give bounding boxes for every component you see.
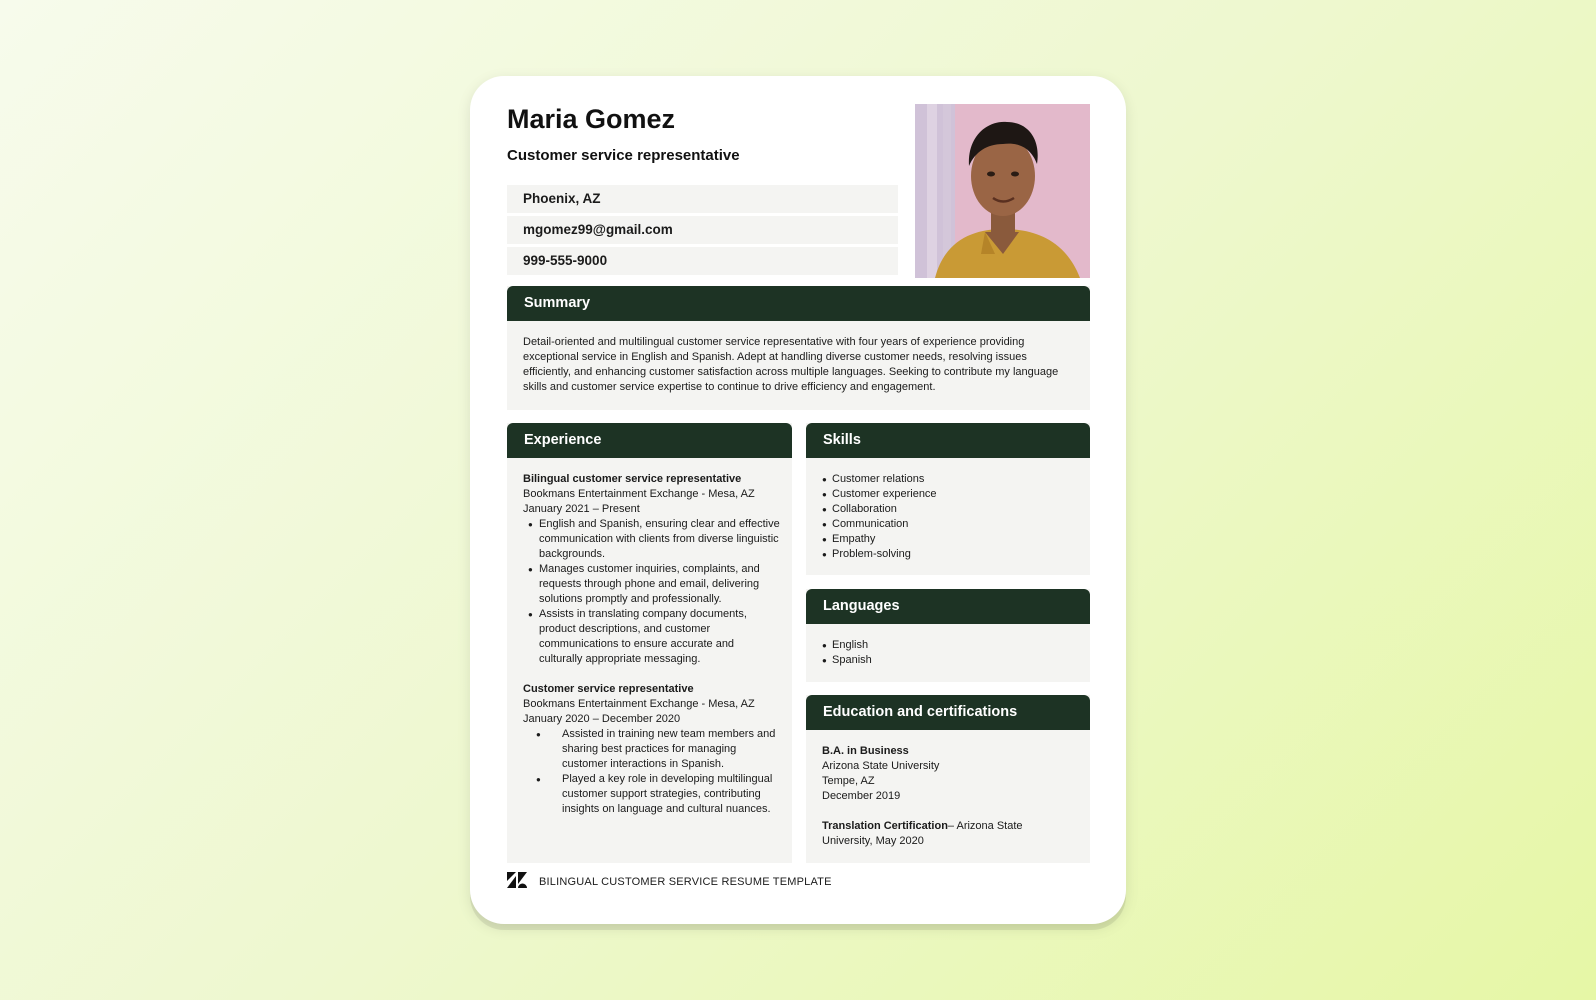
degree: B.A. in Business [822, 745, 909, 757]
job-1 [523, 472, 780, 667]
resume-role: Customer service representative [507, 147, 740, 164]
job-2-bullet-1: ● Assisted in training new team members and sharing best practices for managing customer interactions in Spanish. [523, 727, 780, 772]
languages-section [806, 589, 1090, 682]
job-1-dates: January 2021 – Present [523, 503, 640, 515]
contact-phone: 999-555-9000 [507, 247, 898, 275]
graduation-date: December 2019 [822, 790, 901, 802]
language-item: ● Spanish [822, 653, 1074, 668]
job-1-company: Bookmans Entertainment Exchange - Mesa, AZ [523, 488, 755, 500]
certification-title: Translation Certification [822, 820, 948, 832]
skills-section [806, 423, 1090, 575]
resume-name: Maria Gomez [507, 104, 676, 134]
job-1-title: Bilingual customer service representative [523, 473, 742, 485]
skill-item: ● Customer experience [822, 487, 1074, 502]
footer [507, 873, 832, 891]
language-item: ● English [822, 638, 1074, 653]
contact-email: mgomez99@gmail.com [507, 216, 898, 244]
school-location: Tempe, AZ [822, 775, 875, 787]
job-1-bullet-3: ● Assists in translating company documents, product descriptions, and customer communications to ensure accurate and culturally appropriate messaging. [523, 607, 780, 667]
skill-item: ● Customer relations [822, 472, 1074, 487]
footer-text: BILINGUAL CUSTOMER SERVICE RESUME TEMPLATE [539, 876, 832, 888]
skill-item: ● Communication [822, 517, 1074, 532]
profile-photo [915, 104, 1090, 278]
resume-card [470, 76, 1126, 924]
job-2 [523, 682, 780, 817]
skills-heading: Skills [806, 423, 1090, 458]
education-section [806, 695, 1090, 863]
experience-heading: Experience [507, 423, 792, 458]
job-1-bullet-1: ● English and Spanish, ensuring clear and effective communication with clients from diverse linguistic backgrounds. [523, 517, 780, 562]
skill-item: ● Problem-solving [822, 547, 1074, 562]
summary-heading: Summary [507, 286, 1090, 321]
education-heading: Education and certifications [806, 695, 1090, 730]
job-1-bullet-2: ● Manages customer inquiries, complaints, and requests through phone and email, delivering solutions promptly and professionally. [523, 562, 780, 607]
summary-text: Detail-oriented and multilingual customer service representative with four years of experience providing exceptional service in English and Spanish. Adept at handling diverse customer needs, resolving issues efficiently, and enhancing customer satisfaction across multiple languages. Seeking to contribute my language skills and customer service expertise to continue to drive efficiency and engagement. [523, 336, 1059, 393]
portrait-illustration [915, 104, 1090, 278]
certification-detail: – Arizona State University, May 2020 [822, 820, 1023, 847]
languages-heading: Languages [806, 589, 1090, 624]
job-2-title: Customer service representative [523, 683, 694, 695]
skill-item: ● Collaboration [822, 502, 1074, 517]
school: Arizona State University [822, 760, 940, 772]
certification [822, 819, 1050, 849]
job-2-dates: January 2020 – December 2020 [523, 713, 681, 725]
job-2-company: Bookmans Entertainment Exchange - Mesa, AZ [523, 698, 755, 710]
experience-section [507, 423, 792, 863]
job-2-bullet-2: ● Played a key role in developing multilingual customer support strategies, contributing insights on language and cultural nuances. [523, 772, 780, 817]
summary-section [507, 286, 1090, 410]
contact-location: Phoenix, AZ [507, 185, 898, 213]
zendesk-logo-icon [507, 872, 527, 893]
skill-item: ● Empathy [822, 532, 1074, 547]
